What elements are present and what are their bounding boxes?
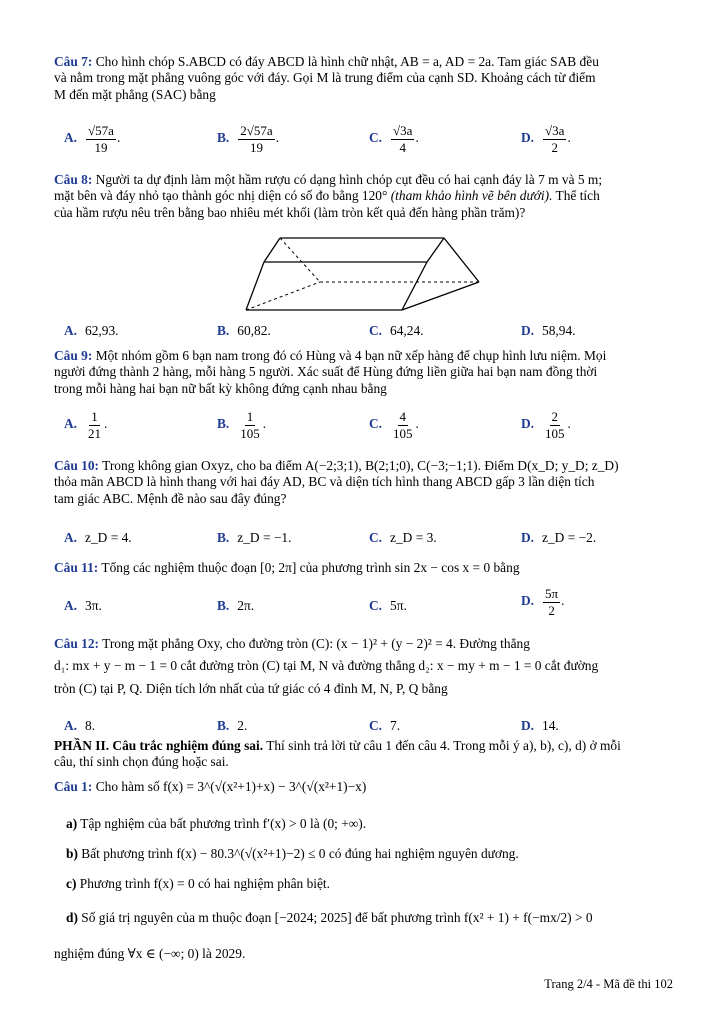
question-text: của hầm rượu nêu trên bằng bao nhiêu mét khối (làm tròn kết quả đến hàng phần trăm)?: [54, 204, 526, 220]
question-label: Câu 11:: [54, 560, 99, 575]
option-a[interactable]: A. $\frac{√57a}{19}$ .: [64, 123, 121, 155]
option-d[interactable]: D. $\frac{5\pi}{2}$ .: [521, 586, 565, 618]
option-d[interactable]: D. z_D = −2.: [521, 530, 597, 545]
option-d[interactable]: D. $\frac{√3a}{2}$ .: [521, 123, 571, 155]
option-a[interactable]: A. 8.: [64, 718, 96, 733]
option-b[interactable]: B. 2.: [217, 718, 248, 733]
question-label: Câu 8:: [54, 172, 93, 187]
question-text: tròn (C) tại P, Q. Diện tích lớn nhất của tứ giác có 4 đỉnh M, N, P, Q bằng: [54, 680, 448, 696]
option-c[interactable]: C. 7.: [369, 718, 401, 733]
option-d[interactable]: D. 58,94.: [521, 323, 576, 338]
option-b[interactable]: B. $\frac{2√57a}{19}$ .: [217, 123, 280, 155]
question-text: M đến mặt phẳng (SAC) bằng: [54, 86, 216, 102]
question-text: d₁: mx + y − m − 1 = 0 cắt đường tròn (C) tại M, N và đường thẳng d₂: x − my + m − 1 = 0 cắt đường: [54, 658, 599, 674]
option-b[interactable]: B. 60,82.: [217, 323, 271, 338]
statement-d-tail: nghiệm đúng ∀x ∈ (−∞; 0) là 2029.: [54, 946, 246, 961]
section-heading: PHẦN II. Câu trắc nghiệm đúng sai.: [54, 738, 264, 753]
question-11: [54, 560, 674, 576]
option-c[interactable]: C. $\frac{√3a}{4}$ .: [369, 123, 419, 155]
option-c[interactable]: C. 64,24.: [369, 323, 424, 338]
question-text: Một nhóm gồm 6 bạn nam trong đó có Hùng và 4 bạn nữ xếp hàng để chụp hình lưu niệm. Mọi: [95, 348, 607, 363]
figure-note: (tham khảo hình vẽ bên dưới).: [390, 188, 553, 204]
option-c[interactable]: C. z_D = 3.: [369, 530, 437, 545]
question-text: Tổng các nghiệm thuộc đoạn [0; 2π] của phương trình sin 2x − cos x = 0 bằng: [101, 560, 520, 575]
question-label: Câu 7:: [54, 54, 93, 69]
part-2: [54, 738, 674, 795]
question-9: [54, 348, 674, 397]
option-c[interactable]: C. $\frac{4}{105}$ .: [369, 409, 419, 441]
option-b[interactable]: B. 2π.: [217, 598, 255, 613]
question-10: [54, 458, 674, 507]
question-label: Câu 9:: [54, 348, 93, 363]
question-text: trong mỗi hàng hai bạn nữ bất kỳ không đứng cạnh nhau bằng: [54, 380, 387, 396]
option-d[interactable]: D. $\frac{2}{105}$ .: [521, 409, 571, 441]
page-footer: Trang 2/4 - Mã đề thi 102: [544, 977, 673, 991]
question-text: Trong mặt phẳng Oxy, cho đường tròn (C): (x − 1)² + (y − 2)² = 4. Đường thẳng: [102, 636, 530, 651]
statement-a[interactable]: a) Tập nghiệm của bất phương trình f′(x) > 0 là (0; +∞).: [66, 816, 367, 831]
option-a[interactable]: A. $\frac{1}{21}$ .: [64, 409, 108, 441]
question-text: và nằm trong mặt phẳng vuông góc với đáy. Gọi M là trung điểm của cạnh SD. Khoảng cách từ điểm: [54, 70, 596, 86]
section-text: Thí sinh trả lời từ câu 1 đến câu 4. Trong mỗi ý a), b), c), d) ở mỗi: [266, 738, 621, 753]
question-text: mặt bên và đáy nhỏ tạo thành góc nhị diện có số đo bằng 120°: [54, 188, 388, 204]
question-label: Câu 1:: [54, 778, 93, 794]
question-8: Câu 8: Người ta dự định làm một hầm rượu có dạng hình chóp cụt đều có hai cạnh đáy là 7 m và 5 m; mặt bên và đáy nhỏ tạo thành góc nhị diện có số đo bằng 120° (tham khảo hình vẽ bên dưới). Thể tích của hầm rượu nêu trên bằng bao nhiêu mét khối (làm tròn kết quả đến hàng phần trăm)?: [54, 172, 674, 221]
statement-c[interactable]: c) Phương trình f(x) = 0 có hai nghiệm phân biệt.: [66, 876, 330, 891]
question-text: thỏa mãn ABCD là hình thang với hai đáy AD, BC và diện tích hình thang ABCD gấp 3 lần diện tích: [54, 474, 595, 490]
question-text: tam giác ABC. Mệnh đề nào sau đây đúng?: [54, 490, 287, 506]
question-text: Cho hình chóp S.ABCD có đáy ABCD là hình chữ nhật, AB = a, AD = 2a. Tam giác SAB đều: [95, 54, 599, 69]
statement-d[interactable]: d) Số giá trị nguyên của m thuộc đoạn [−2024; 2025] để bất phương trình f(x² + 1) + f(−mx/2) > 0: [66, 910, 593, 925]
question-label: Câu 10:: [54, 458, 100, 473]
question-text: người đứng thành 2 hàng, mỗi hàng 5 người. Xác suất để Hùng đứng liền giữa hai bạn nam đồng thời: [54, 364, 598, 380]
question-label: Câu 12:: [54, 636, 100, 651]
question-7: [54, 54, 674, 103]
frustum-figure: [244, 234, 484, 316]
question-text: Cho hàm số f(x) = 3^(√(x²+1)+x) − 3^(√(x²+1)−x): [95, 778, 367, 794]
option-a[interactable]: A. 62,93.: [64, 323, 119, 338]
section-text: câu, thí sinh chọn đúng hoặc sai.: [54, 754, 229, 770]
question-text: Người ta dự định làm một hầm rượu có dạng hình chóp cụt đều có hai cạnh đáy là 7 m và 5 m;: [95, 172, 603, 187]
option-b[interactable]: B. $\frac{1}{105}$ .: [217, 409, 267, 441]
option-d[interactable]: D. 14.: [521, 718, 559, 733]
option-a[interactable]: A. z_D = 4.: [64, 530, 132, 545]
question-text: Trong không gian Oxyz, cho ba điểm A(−2;3;1), B(2;1;0), C(−3;−1;1). Điểm D(x_D; y_D; z_D): [102, 458, 619, 473]
option-c[interactable]: C. 5π.: [369, 598, 407, 613]
option-b[interactable]: B. z_D = −1.: [217, 530, 292, 545]
question-12: [54, 636, 674, 697]
option-a[interactable]: A. 3π.: [64, 598, 102, 613]
statement-b[interactable]: b) Bất phương trình f(x) − 80.3^(√(x²+1)−2) ≤ 0 có đúng hai nghiệm nguyên dương.: [66, 846, 519, 861]
